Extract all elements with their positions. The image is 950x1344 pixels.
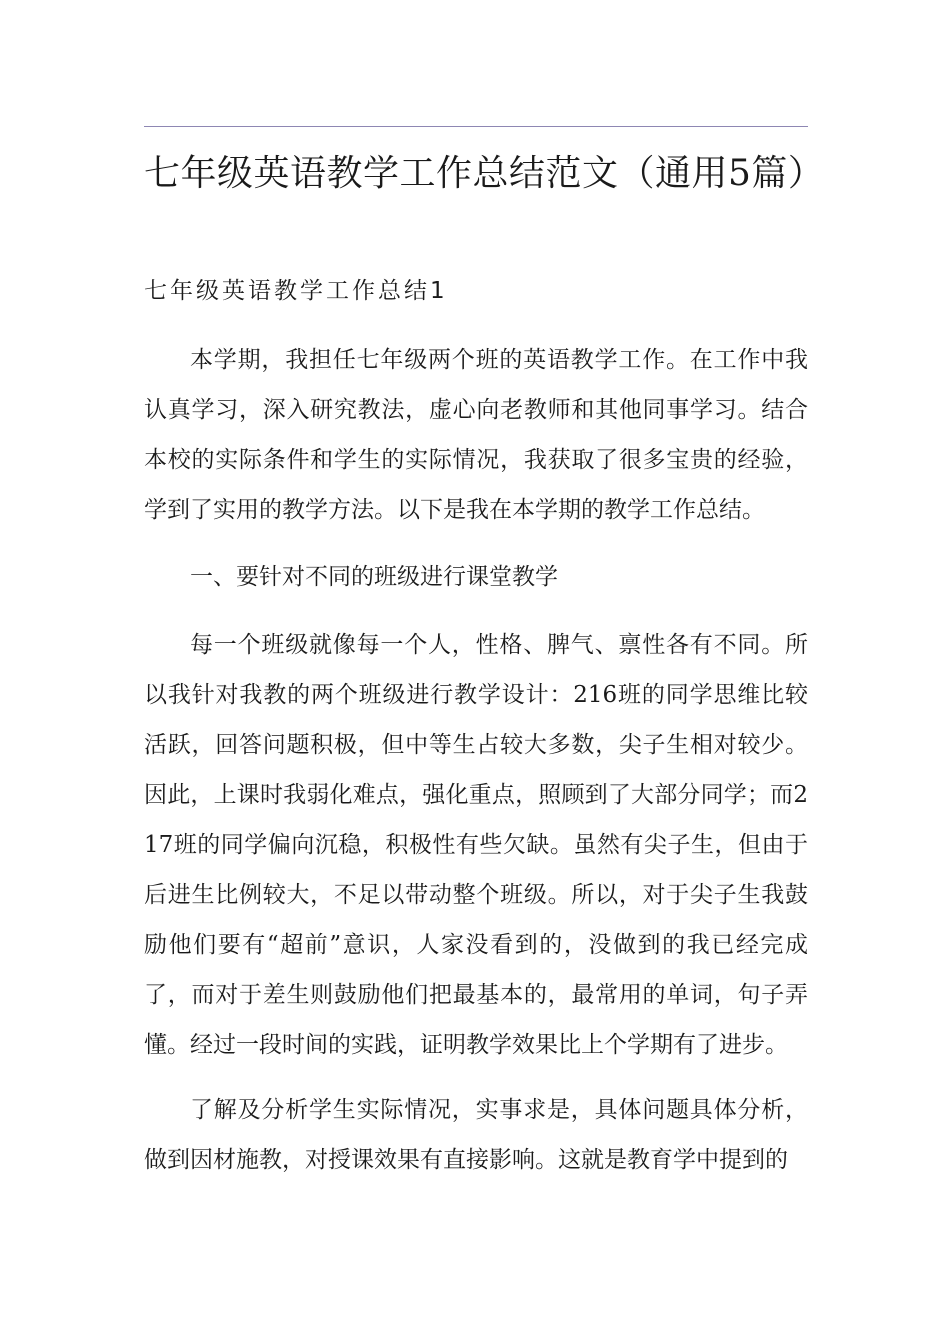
paragraph-analysis: 了解及分析学生实际情况，实事求是，具体问题具体分析，做到因材施教，对授课效果有直接影响。这就是教育学中提到的 (144, 1097, 808, 1173)
section-heading: 七年级英语教学工作总结1 (144, 278, 448, 304)
paragraph-intro: 本学期，我担任七年级两个班的英语教学工作。在工作中我认真学习，深入研究教法，虚心向老教师和其他同事学习。结合本校的实际条件和学生的实际情况，我获取了很多宝贵的经验，学到了实用的教学方法。以下是我在本学期的教学工作总结。 (144, 347, 808, 523)
header-divider (144, 126, 808, 127)
paragraph-class-design: 每一个班级就像每一个人，性格、脾气、禀性各有不同。所以我针对我教的两个班级进行教学设计：216班的同学思维比较活跃，回答问题积极，但中等生占较大多数，尖子生相对较少。因此，上课时我弱化难点，强化重点，照顾到了大部分同学；而217班的同学偏向沉稳，积极性有些欠缺。虽然有尖子生，但由于后进生比例较大，不足以带动整个班级。所以，对于尖子生我鼓励他们要有“超前”意识，人家没看到的，没做到的我已经完成了，而对于差生则鼓励他们把最基本的，最常用的单词，句子弄懂。经过一段时间的实践，证明教学效果比上个学期有了进步。 (144, 632, 808, 1058)
paragraph-subheading: 一、要针对不同的班级进行课堂教学 (190, 564, 558, 590)
document-title: 七年级英语教学工作总结范文（通用5篇） (144, 153, 825, 194)
